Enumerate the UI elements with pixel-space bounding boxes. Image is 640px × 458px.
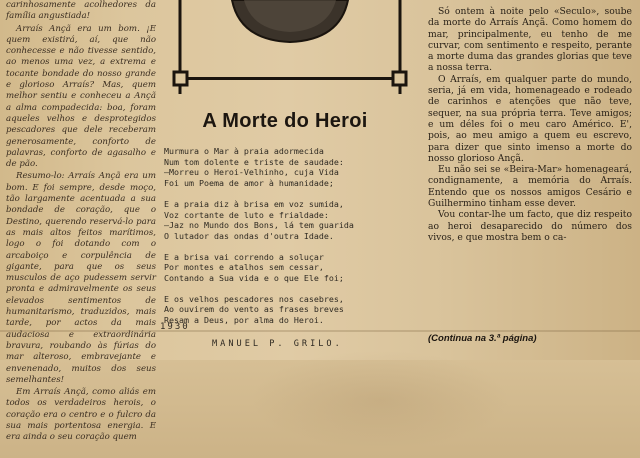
left-paragraph: Arraís Ançã era um bom. ¡E quem existirá, aí, que não conhecesse e não tivesse sentido, ao menos uma vez, a extrema e tocante bondade do nosso grande e glorioso Arraís? Mas, quem melhor sentiu e conheceu a Ançã a alma compadecida: boa, foram aqueles velhos e desprotegidos pescadores que dele receberam generosamente, conforto de palavras, conforto de agasalho e de pão. (6, 23, 156, 170)
poem-stanza (164, 146, 420, 189)
poem-line: —Jaz no Mundo dos Bons, lá tem guarida (164, 220, 354, 231)
right-column (428, 6, 632, 342)
portrait-frame (170, 0, 410, 96)
left-column (6, 0, 156, 443)
poem-line: O lutador das ondas d'outra Idade. (164, 230, 334, 241)
poem-stanza (164, 252, 420, 284)
left-paragraph: Em Arraís Ançã, como aliás em todos os verdadeiros herois, o coração era o centro e o fulcro da sua mais portentosa energia. E era ainda o seu coração quem (6, 387, 156, 443)
poem-stanza (164, 294, 420, 326)
poem-line: E a brisa vai correndo a soluçar (164, 251, 324, 262)
poem-line: Num tom dolente e triste de saudade: (164, 156, 344, 167)
poem-line: Murmura o Mar à praia adormecida (164, 146, 324, 156)
right-paragraph: Eu não sei se «Beira-Mar» homenageará, condignamente, a memória do Arraís. Entendo que os nossos amigos Cesário e Guilhermino tinham esse dever. (428, 164, 632, 210)
poem-line: Voz cortante de luto e frialdade: (164, 209, 329, 220)
right-paragraph: Vou contar-lhe um facto, que diz respeito ao heroi desaparecido do número dos vivos, e que mostra bem o ca- (428, 209, 632, 243)
left-paragraph: Resumo-lo: Arraís Ançã era um bom. E foi sempre, desde moço, tão largamente acentuada a sua bondade de coração, que o Destino, querendo reservá-lo para as mais altos feitos marítimos, logo o foi dotando com o arcaboiço e corpulência de gigante, para que os seus musculos de aço pudessem servir pronta e admiravelmente os seus elevados sentimentos de humanitarismo, traduzidos, mais tarde, por actos da mais audaciosa e extraordinária bravura, roubando às fúrias do mar alteroso, embravejante e envenenado, muitos dos seus semelhantes! (6, 171, 156, 385)
left-paragraph: carinhosamente acolhedores da família angustiada! (6, 0, 156, 22)
poem-line: Ao ouvirem do vento as frases breves (164, 304, 344, 315)
poem-line: E os velhos pescadores nos casebres, (164, 293, 344, 304)
poem (164, 146, 420, 336)
article-headline: A Morte do Heroi (202, 110, 368, 132)
poem-line: Foi um Poema de amor à humanidade; (164, 178, 334, 189)
right-paragraph: Só ontem à noite pelo «Seculo», soube da morte do Arraís Ançã. Como homem do mar, principalmente, eu tenho de me curvar, com sentimento e respeito, perante a morte duma das grandes glorias que teve a nossa terra. (428, 6, 632, 74)
right-paragraph: O Arraís, em qualquer parte do mundo, seria, já em vida, homenageado e rodeado de carinhos e atenções que não teve, sequer, na sua própria terra. Teve amigos; e um déles foi o meu caro Américo. E', pois, ao meu amigo a quem eu escrevo, para dizer que sinto imenso a morte do nosso glorioso Ançã. (428, 73, 632, 164)
poem-year: 1930 (160, 322, 190, 332)
paper-stain (250, 350, 510, 450)
poem-line: Por montes e atalhos sem cessar, (164, 262, 324, 273)
poem-line: —Morreu o Heroi-Velhinho, cuja Vida (164, 167, 339, 178)
continued-note: (Continua na 3.ª página) (428, 333, 537, 344)
poem-line: Resam a Deus, por alma do Heroi. (164, 315, 324, 326)
poem-stanza (164, 199, 420, 242)
poem-line: E a praia diz à brisa em voz sumida, (164, 198, 344, 209)
poem-author: MANUEL P. GRILO. (212, 339, 343, 349)
poem-line: Contando a Sua vida e o que Ele foi; (164, 273, 344, 284)
portrait-frame-graphic (170, 0, 410, 96)
